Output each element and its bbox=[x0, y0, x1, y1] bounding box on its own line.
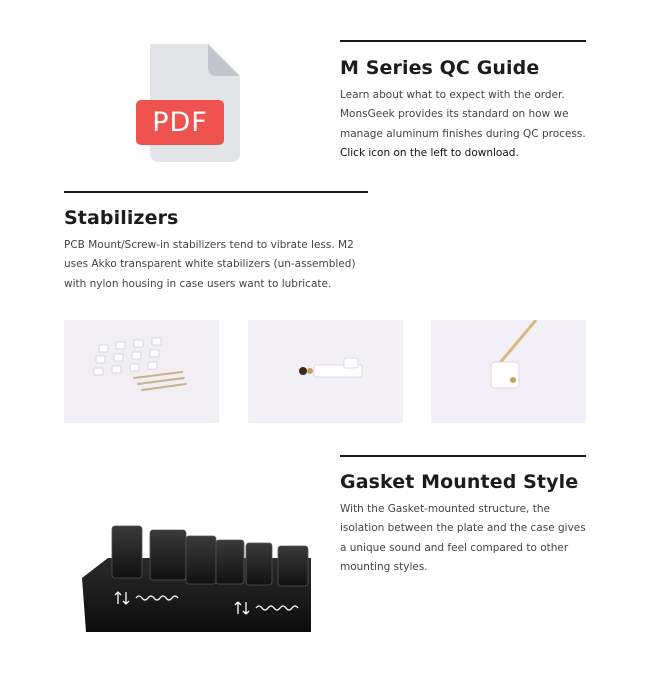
qc-guide-title: M Series QC Guide bbox=[340, 57, 540, 79]
stabilizers-set-image bbox=[64, 320, 219, 423]
stabilizers-text: PCB Mount/Screw-in stabilizers tend to vibrate less. M2 uses Akko transparent white stabilizers (un-assembled) with nylon housing in case users want to lubricate. bbox=[64, 239, 356, 290]
download-instruction[interactable]: Click icon on the left to download. bbox=[340, 146, 519, 159]
qc-guide-description: Learn about what to expect with the order. MonsGeek provides its standard on how we manage aluminum finishes during QC process. bbox=[340, 89, 586, 140]
pdf-file-icon bbox=[136, 42, 240, 164]
gasket-title: Gasket Mounted Style bbox=[340, 471, 579, 493]
stabilizers-section-divider bbox=[64, 191, 368, 193]
stabilizers-photo-set bbox=[64, 320, 219, 423]
pdf-icon-label: PDF bbox=[152, 107, 208, 138]
qc-section-divider bbox=[340, 40, 586, 42]
gasket-keyboard-image bbox=[78, 518, 311, 636]
stabilizers-title: Stabilizers bbox=[64, 207, 179, 229]
stabilizer-wire-photo bbox=[431, 320, 586, 423]
pdf-download-icon[interactable] bbox=[136, 42, 240, 164]
gasket-text: With the Gasket-mounted structure, the isolation between the plate and the case gives a unique sound and feel compared to other mounting styles. bbox=[340, 503, 586, 573]
stabilizer-side-photo bbox=[248, 320, 403, 423]
gasket-keyboard-photo bbox=[78, 518, 311, 636]
stabilizer-wire-image bbox=[431, 320, 586, 423]
qc-guide-text bbox=[340, 86, 592, 163]
stabilizer-side-image bbox=[248, 320, 403, 423]
gasket-section-divider bbox=[340, 455, 586, 457]
